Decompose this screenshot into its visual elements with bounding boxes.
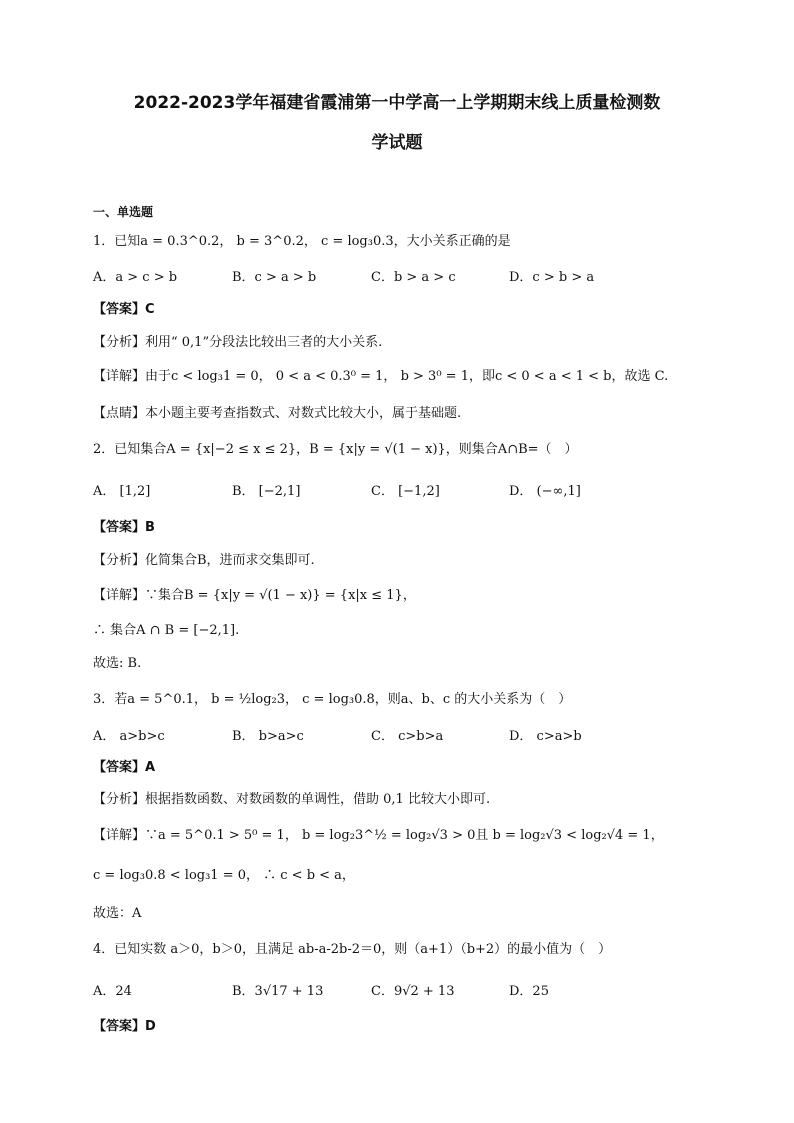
q1-comment: 【点睛】本小题主要考查指数式、对数式比较大小，属于基础题. — [93, 406, 462, 421]
q3-option-b: B． b>a>c — [232, 729, 304, 744]
q1-option-b: B．c > a > b — [232, 270, 317, 285]
q4-option-a: A．24 — [93, 984, 132, 999]
q2-detail-1: 【详解】∵集合B = {x|y = √(1 − x)} = {x|x ≤ 1}， — [93, 588, 416, 603]
q3-detail-2: c = log₃0.8 < log₃1 = 0， ∴ c < b < a， — [93, 868, 355, 883]
q2-option-b: B． [−2,1] — [232, 484, 301, 499]
q1-answer: 【答案】C — [93, 302, 155, 317]
q2-option-c: C． [−1,2] — [371, 484, 440, 499]
q2-conclusion: 故选: B. — [93, 656, 142, 671]
q4-option-d: D．25 — [509, 984, 549, 999]
q2-answer: 【答案】B — [93, 520, 155, 535]
q3-option-c: C． c>b>a — [371, 729, 444, 744]
q1-stem: 1．已知a = 0.3^0.2， b = 3^0.2， c = log₃0.3，大小关系正确的是 — [93, 234, 511, 249]
q1-detail: 【详解】由于c < log₃1 = 0， 0 < a < 0.3⁰ = 1， b > 3⁰ = 1，即c < 0 < a < 1 < b，故选 C. — [93, 369, 669, 384]
q2-detail-2: ∴ 集合A ∩ B = [−2,1]. — [93, 623, 240, 638]
page-title-line2: 学试题 — [371, 133, 423, 153]
q3-stem: 3．若a = 5^0.1， b = ½log₂3， c = log₃0.8，则a、b、c 的大小关系为（ ） — [93, 692, 572, 707]
q1-option-c: C．b > a > c — [371, 270, 456, 285]
q3-detail-1: 【详解】∵a = 5^0.1 > 5⁰ = 1， b = log₂3^½ = log₂√3 > 0且 b = log₂√3 < log₂√4 = 1， — [93, 828, 664, 843]
q3-option-d: D． c>a>b — [509, 729, 582, 744]
q3-analysis: 【分析】根据指数函数、对数函数的单调性，借助 0,1 比较大小即可. — [93, 792, 491, 807]
q2-option-d: D． (−∞,1] — [509, 484, 581, 499]
q1-option-d: D．c > b > a — [509, 270, 595, 285]
q3-conclusion: 故选：A — [93, 906, 142, 921]
q2-analysis: 【分析】化简集合B，进而求交集即可. — [93, 553, 315, 568]
q2-stem: 2．已知集合A = {x|−2 ≤ x ≤ 2}，B = {x|y = √(1 − x)}，则集合A∩B=（ ） — [93, 442, 578, 457]
q2-option-a: A． [1,2] — [93, 484, 151, 499]
page-title-line1: 2022-2023学年福建省霞浦第一中学高一上学期期末线上质量检测数 — [133, 93, 661, 113]
q4-option-b: B．3√17 + 13 — [232, 984, 324, 999]
q3-option-a: A． a>b>c — [93, 729, 165, 744]
q1-analysis: 【分析】利用“ 0,1”分段法比较出三者的大小关系. — [93, 335, 383, 350]
q4-stem: 4．已知实数 a＞0，b＞0，且满足 ab-a-2b-2＝0，则（a+1）（b+2）的最小值为（ ） — [93, 942, 612, 957]
q4-answer: 【答案】D — [93, 1019, 156, 1034]
q1-option-a: A．a > c > b — [93, 270, 178, 285]
q4-option-c: C．9√2 + 13 — [371, 984, 455, 999]
section-heading: 一、单选题 — [93, 205, 154, 219]
q3-answer: 【答案】A — [93, 760, 156, 775]
